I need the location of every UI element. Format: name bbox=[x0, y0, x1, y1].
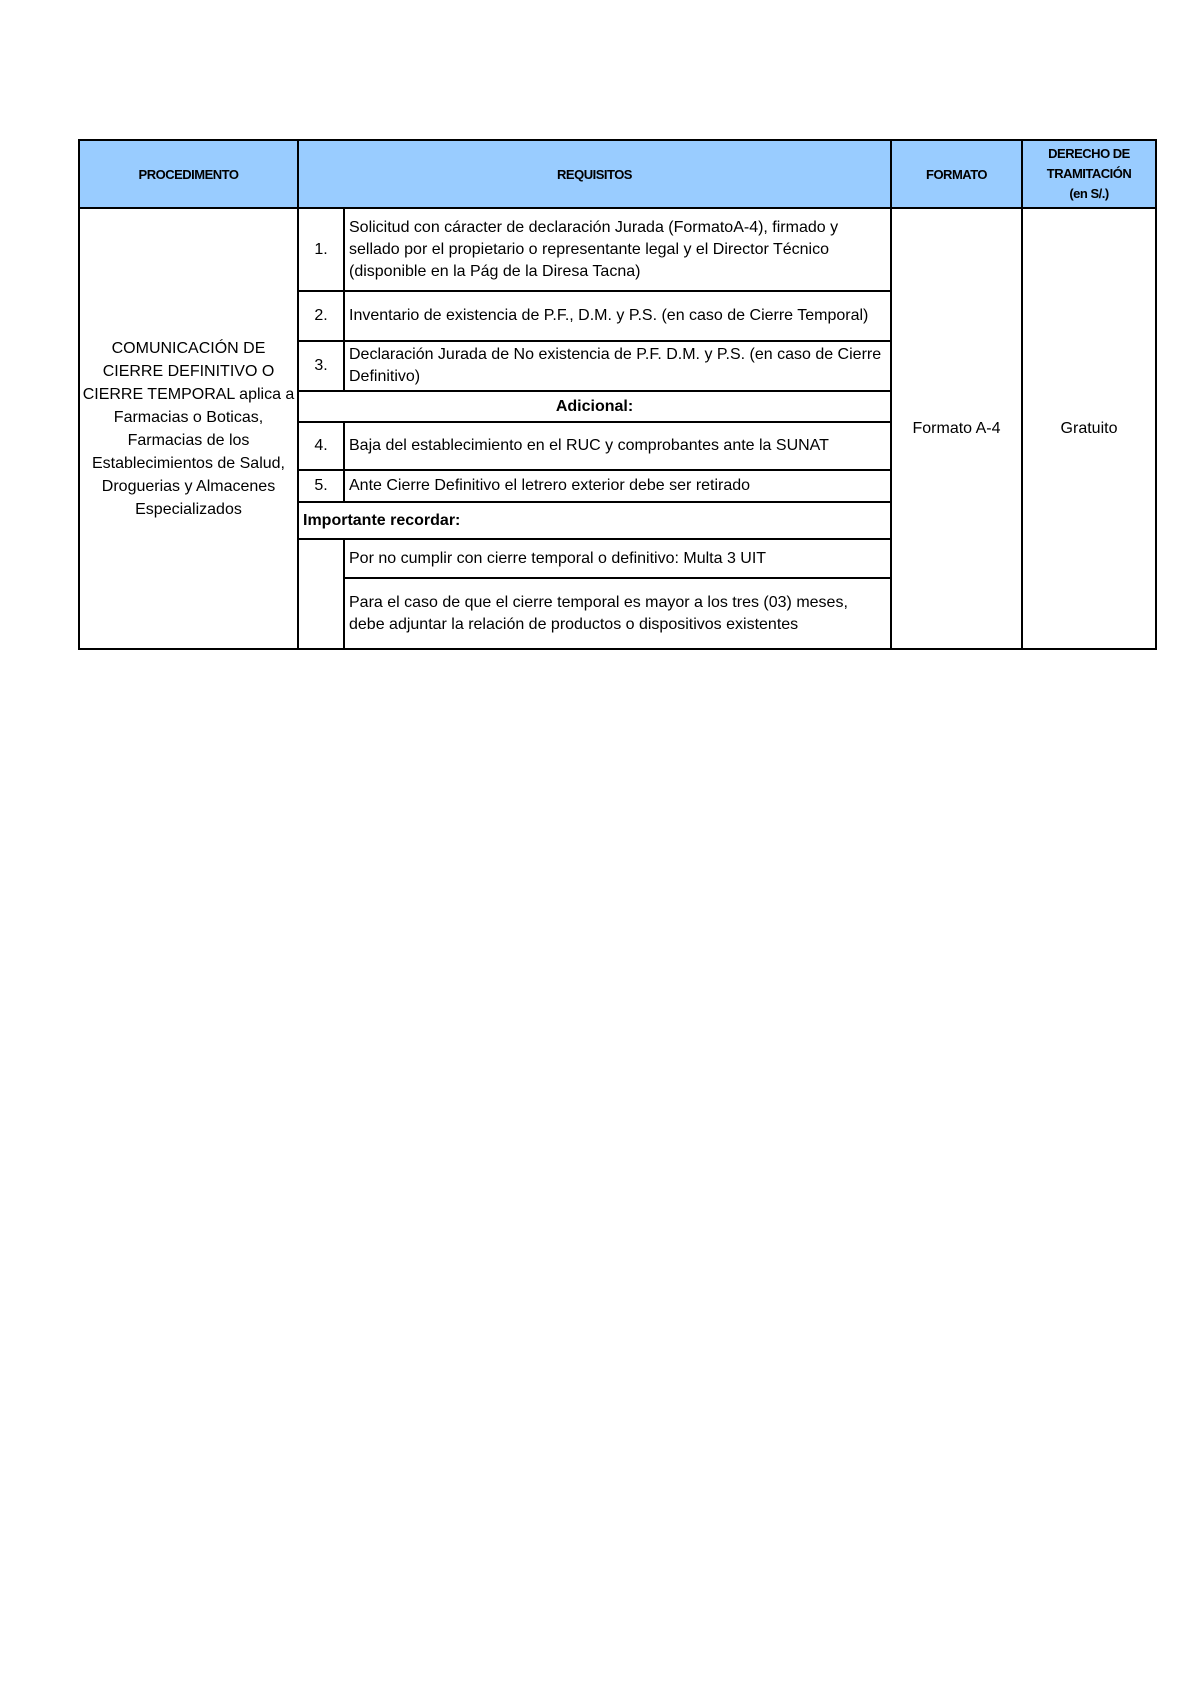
requisito-text: Inventario de existencia de P.F., D.M. y P.S. (en caso de Cierre Temporal) bbox=[344, 291, 891, 341]
requisito-text: Solicitud con cáracter de declaración Jurada (FormatoA-4), firmado y sellado por el propietario o representante legal y el Director Técnico (disponible en la Pág de la Diresa Tacna) bbox=[344, 208, 891, 291]
requisito-number: 4. bbox=[298, 422, 344, 470]
empty-number-cell bbox=[298, 539, 344, 649]
requisito-number: 2. bbox=[298, 291, 344, 341]
header-formato: FORMATO bbox=[891, 140, 1022, 208]
header-procedimiento: PROCEDIMENTO bbox=[79, 140, 298, 208]
requisito-number: 3. bbox=[298, 341, 344, 391]
recordatorio-text: Por no cumplir con cierre temporal o definitivo: Multa 3 UIT bbox=[344, 539, 891, 578]
adicional-label: Adicional: bbox=[298, 391, 891, 422]
procedimiento-cell: COMUNICACIÓN DE CIERRE DEFINITIVO O CIERRE TEMPORAL aplica a Farmacias o Boticas, Farmacias de los Establecimientos de Salud, Droguerias y Almacenes Especializados bbox=[79, 208, 298, 649]
header-row bbox=[79, 140, 1156, 208]
recordatorio-text: Para el caso de que el cierre temporal es mayor a los tres (03) meses, debe adjuntar la relación de productos o dispositivos existentes bbox=[344, 578, 891, 649]
header-requisitos: REQUISITOS bbox=[298, 140, 891, 208]
header-derecho-line1: DERECHO DE bbox=[1048, 146, 1130, 161]
header-derecho-line3: (en S/.) bbox=[1069, 186, 1109, 201]
table-row bbox=[79, 208, 1156, 291]
requisito-number: 1. bbox=[298, 208, 344, 291]
requisito-number: 5. bbox=[298, 470, 344, 502]
header-derecho-line2: TRAMITACIÓN bbox=[1046, 166, 1132, 181]
formato-cell: Formato A-4 bbox=[891, 208, 1022, 649]
derecho-cell: Gratuito bbox=[1022, 208, 1156, 649]
requisito-text: Declaración Jurada de No existencia de P.F. D.M. y P.S. (en caso de Cierre Definitivo) bbox=[344, 341, 891, 391]
requirements-table bbox=[78, 139, 1157, 650]
importante-label: Importante recordar: bbox=[298, 502, 891, 539]
requisito-text: Baja del establecimiento en el RUC y comprobantes ante la SUNAT bbox=[344, 422, 891, 470]
requisito-text: Ante Cierre Definitivo el letrero exterior debe ser retirado bbox=[344, 470, 891, 502]
header-derecho bbox=[1022, 140, 1156, 208]
